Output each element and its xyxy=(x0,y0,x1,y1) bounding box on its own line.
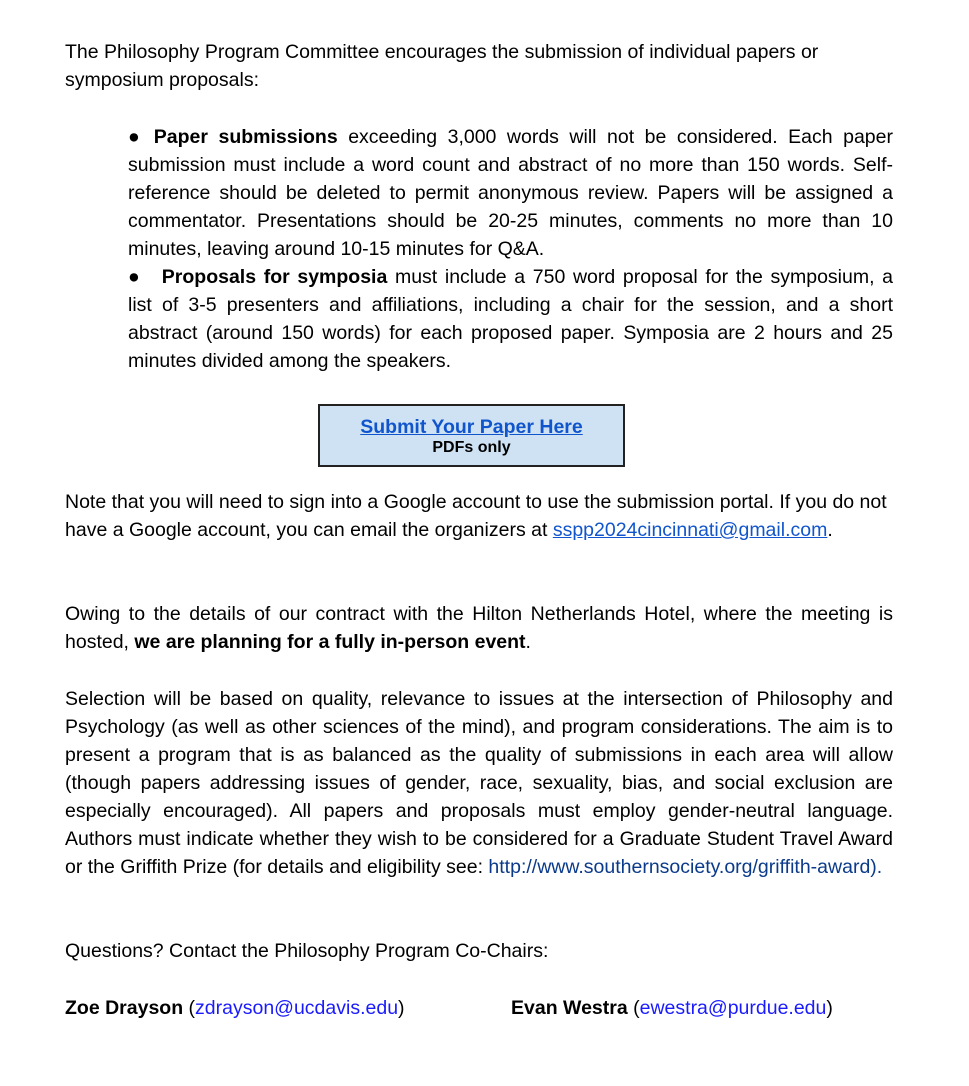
bullet-text: exceeding 3,000 words will not be considered. Each paper submission must include a word count and abstract of no more than 150 words. Self-reference should be deleted to permit anonymous review. Papers will be assigned a commentator. Presentations should be 20-25 minutes, comments no more than 10 minutes, leaving around 10-15 minutes for Q&A. xyxy=(128,126,893,260)
contact-email-link[interactable]: zdrayson@ucdavis.edu xyxy=(195,997,399,1019)
punctuation: ). xyxy=(870,856,883,878)
google-note-text: Note that you will need to sign into a Google account to use the submission portal. If you do not have a Google account, you can email the organizers at xyxy=(65,491,887,541)
hotel-note xyxy=(65,600,893,656)
pdfs-only-note: PDFs only xyxy=(432,439,511,456)
selection-paragraph xyxy=(65,685,893,881)
griffith-award-link[interactable]: http://www.southernsociety.org/griffith-award xyxy=(488,856,871,878)
bullet-icon: ● xyxy=(128,126,140,148)
contact-email-link[interactable]: ewestra@purdue.edu xyxy=(639,997,827,1019)
contact-name: Evan Westra xyxy=(511,997,628,1019)
questions-line: Questions? Contact the Philosophy Program Co-Chairs: xyxy=(65,940,549,962)
intro-paragraph: The Philosophy Program Committee encourages the submission of individual papers or symposium proposals: xyxy=(65,41,819,91)
bullet-paper-submissions xyxy=(128,123,893,263)
punctuation: ( xyxy=(627,997,640,1019)
contact-zoe-drayson xyxy=(65,994,405,1022)
submit-paper-link[interactable]: Submit Your Paper Here xyxy=(360,416,583,438)
google-account-note xyxy=(65,488,893,544)
contact-name: Zoe Drayson xyxy=(65,997,184,1019)
submit-paper-box xyxy=(318,404,625,467)
bullet-icon: ● xyxy=(128,266,140,288)
selection-text: Selection will be based on quality, relevance to issues at the intersection of Philosophy and Psychology (as well as other sciences of the mind), and program considerations. The aim is to present a program that is as balanced as the quality of submissions in each area will allow (though papers addressing issues of gender, race, sexuality, bias, and social exclusion are especially encouraged). All papers and proposals must employ gender-neutral language. Authors must indicate whether they wish to be considered for a Graduate Student Travel Award or the Griffith Prize (for details and eligibility see: xyxy=(65,688,893,878)
punctuation: . xyxy=(827,519,833,541)
organizer-email-link[interactable]: sspp2024cincinnati@gmail.com xyxy=(552,519,828,541)
contact-evan-westra xyxy=(511,994,833,1022)
hotel-note-text: Owing to the details of our contract with the Hilton Netherlands Hotel, where the meeting is hosted, xyxy=(65,603,893,653)
bullet-title: Paper submissions xyxy=(153,126,338,148)
punctuation: ( xyxy=(183,997,196,1019)
punctuation: ) xyxy=(398,997,405,1019)
submission-bullets xyxy=(128,123,893,375)
punctuation: ) xyxy=(826,997,833,1019)
bullet-symposia-proposals xyxy=(128,263,893,375)
bullet-title: Proposals for symposia xyxy=(161,266,388,288)
bullet-text: must include a 750 word proposal for the symposium, a list of 3-5 presenters and affiliations, including a chair for the session, and a short abstract (around 150 words) for each proposed paper. Symposia are 2 hours and 25 minutes divided among the speakers. xyxy=(128,266,893,372)
in-person-emphasis: we are planning for a fully in-person event xyxy=(134,631,526,653)
punctuation: . xyxy=(525,631,531,653)
